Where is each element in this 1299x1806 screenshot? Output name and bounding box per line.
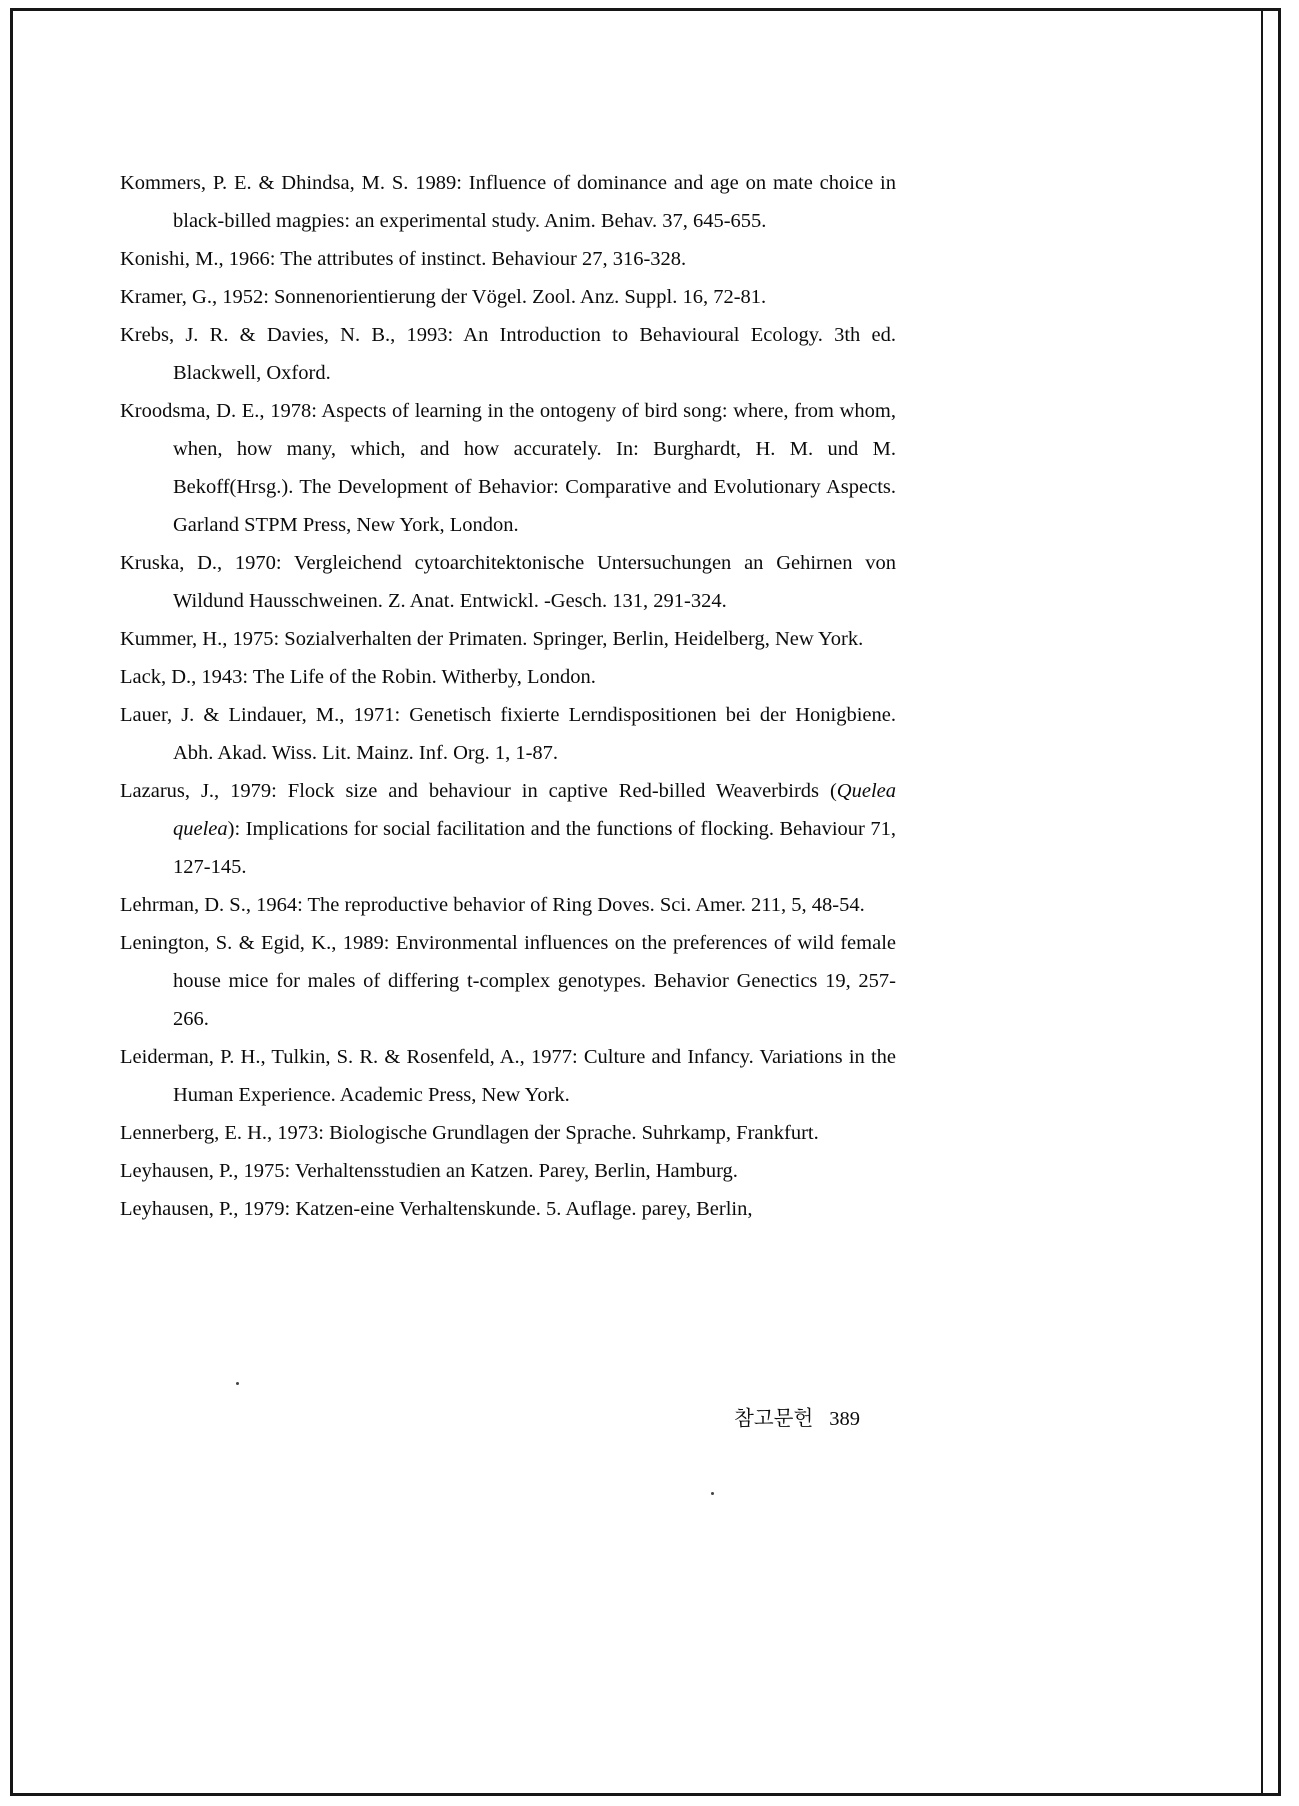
page-footer <box>120 1404 860 1434</box>
reference-text: Lazarus, J., 1979: Flock size and behaviour in captive Red-billed Weaverbirds ( <box>120 780 837 802</box>
reference-item <box>120 696 896 772</box>
reference-text: Kramer, G., 1952: Sonnenorientierung der Vögel. Zool. Anz. Suppl. 16, 72-81. <box>120 286 767 308</box>
reference-item <box>120 164 896 240</box>
reference-item <box>120 240 896 278</box>
reference-text: Krebs, J. R. & Davies, N. B., 1993: An Introduction to Behavioural Ecology. 3th ed. Blackwell, Oxford. <box>120 324 896 384</box>
reference-text: Lennerberg, E. H., 1973: Biologische Grundlagen der Sprache. Suhrkamp, Frankfurt. <box>120 1122 819 1144</box>
reference-item <box>120 316 896 392</box>
reference-species-italic: Quelea quelea <box>173 780 896 840</box>
references-list <box>120 164 896 1228</box>
reference-text: Lauer, J. & Lindauer, M., 1971: Genetisch fixierte Lerndispositionen bei der Honigbiene. Abh. Akad. Wiss. Lit. Mainz. Inf. Org. 1, 1-87. <box>120 704 896 764</box>
reference-text: Kruska, D., 1970: Vergleichend cytoarchitektonische Untersuchungen an Gehirnen von Wildund Hausschweinen. Z. Anat. Entwickl. -Gesch. 131, 291-324. <box>120 552 896 612</box>
scan-artifact-dot <box>711 1492 714 1495</box>
reference-item <box>120 620 896 658</box>
reference-item <box>120 1114 896 1152</box>
reference-item <box>120 278 896 316</box>
footer-section-label: 참고문헌 <box>734 1408 814 1430</box>
reference-text: Leyhausen, P., 1979: Katzen-eine Verhaltenskunde. 5. Auflage. parey, Berlin, <box>120 1198 753 1220</box>
reference-item <box>120 886 896 924</box>
reference-item <box>120 544 896 620</box>
reference-item <box>120 1152 896 1190</box>
reference-item <box>120 924 896 1038</box>
reference-text: Leyhausen, P., 1975: Verhaltensstudien an Katzen. Parey, Berlin, Hamburg. <box>120 1160 738 1182</box>
page-right-edge-line <box>1261 8 1263 1796</box>
reference-text: Kommers, P. E. & Dhindsa, M. S. 1989: Influence of dominance and age on mate choice in black-billed magpies: an experimental study. Anim. Behav. 37, 645-655. <box>120 172 896 232</box>
reference-item <box>120 392 896 544</box>
reference-text: ): Implications for social facilitation and the functions of flocking. Behaviour 71, 127-145. <box>173 818 896 878</box>
reference-text: Leiderman, P. H., Tulkin, S. R. & Rosenfeld, A., 1977: Culture and Infancy. Variations in the Human Experience. Academic Press, New York. <box>120 1046 896 1106</box>
reference-text: Lehrman, D. S., 1964: The reproductive behavior of Ring Doves. Sci. Amer. 211, 5, 48-54. <box>120 894 865 916</box>
reference-text: Lenington, S. & Egid, K., 1989: Environmental influences on the preferences of wild female house mice for males of differing t-complex genotypes. Behavior Genectics 19, 257-266. <box>120 932 896 1030</box>
reference-text: Konishi, M., 1966: The attributes of instinct. Behaviour 27, 316-328. <box>120 248 687 270</box>
reference-item <box>120 772 896 886</box>
reference-item <box>120 1038 896 1114</box>
scan-artifact-dot <box>236 1382 239 1385</box>
reference-text: Lack, D., 1943: The Life of the Robin. Witherby, London. <box>120 666 596 688</box>
reference-text: Kroodsma, D. E., 1978: Aspects of learning in the ontogeny of bird song: where, from whom, when, how many, which, and how accurately. In: Burghardt, H. M. und M. Bekoff(Hrsg.). The Development of Behavior: Comparative and Evolutionary Aspects. Garland STPM Press, New York, London. <box>120 400 896 536</box>
reference-item <box>120 1190 896 1228</box>
reference-text: Kummer, H., 1975: Sozialverhalten der Primaten. Springer, Berlin, Heidelberg, New York. <box>120 628 864 650</box>
footer-page-number: 389 <box>829 1408 860 1430</box>
reference-item <box>120 658 896 696</box>
